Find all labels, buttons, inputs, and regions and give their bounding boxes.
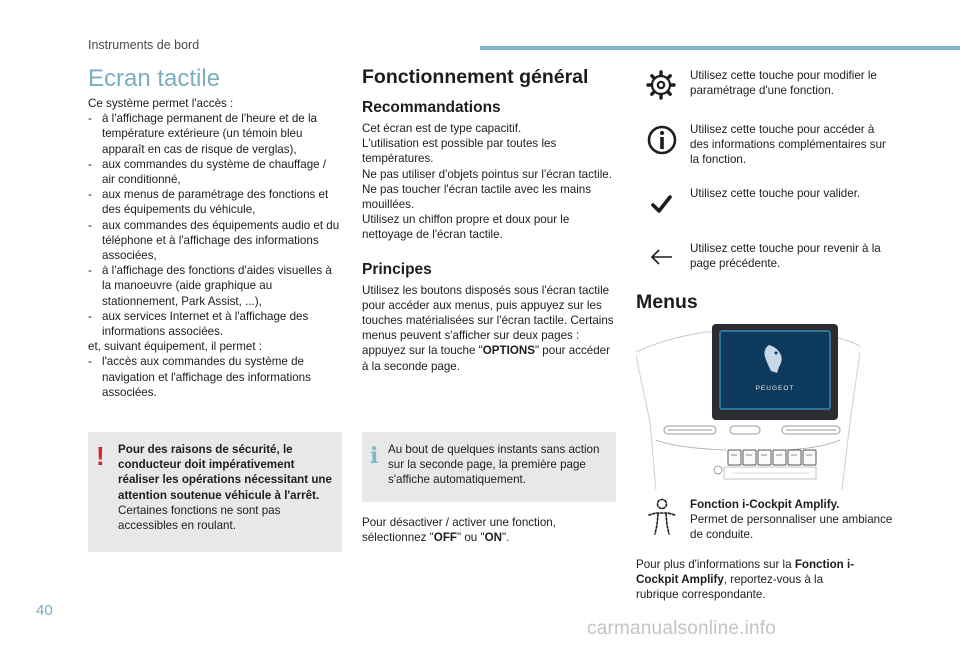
list-item: - aux services Internet et à l'affichage des informations associées. <box>88 309 342 339</box>
deactivate-text: Pour désactiver / activer une fonction, sélectionnez "OFF" ou "ON". <box>362 516 556 545</box>
check-icon <box>644 186 684 226</box>
warning-text <box>118 442 334 533</box>
header-bar <box>480 46 960 50</box>
list-item: - aux menus de paramétrage des fonctions et des équipements du véhicule, <box>88 187 342 217</box>
list-item: - aux commandes du système de chauffage / air conditionné, <box>88 157 342 187</box>
recommandations-text <box>362 121 618 243</box>
dashboard-illustration <box>636 322 860 490</box>
watermark: carmanualsonline.info <box>587 618 777 639</box>
optional-list <box>88 354 342 400</box>
warning-icon: ! <box>96 441 105 471</box>
outro-text: et, suivant équipement, il permet : <box>88 340 262 354</box>
page-number: 40 <box>36 602 53 619</box>
amplify-description <box>690 497 894 543</box>
column-ecran-tactile <box>88 62 342 400</box>
reco-line: L'utilisation est possible par toutes les températures. <box>362 137 557 166</box>
list-item: - à l'affichage permanent de l'heure et de la température extérieure (un témoin bleu apparaît en cas de risque de verglas), <box>88 111 342 157</box>
gear-description: Utilisez cette touche pour modifier le paramétrage d'une fonction. <box>690 69 877 98</box>
info-mark-icon: i <box>370 443 379 469</box>
gear-icon <box>644 68 684 108</box>
intro-text: Ce système permet l'accès : <box>88 97 234 110</box>
page-title: Ecran tactile <box>88 65 221 92</box>
info-description: Utilisez cette touche pour accéder à des informations complémentaires sur la fonction. <box>690 123 886 167</box>
info-text: Au bout de quelques instants sans action sur la seconde page, la première page s'affiche automatiquement. <box>388 443 600 487</box>
principes-text: Utilisez les boutons disposés sous l'écran tactile pour accéder aux menus, puis appuyez sur les touches matérialisées sur l'écran tactile. Certains menus peuvent s'afficher sur deux pages : appuyez sur la touche "OPTIONS" pour accéder à la seconde page. <box>362 283 614 373</box>
info-box <box>362 432 616 502</box>
person-icon <box>644 497 684 537</box>
amplify-bold: Fonction i-Cockpit Amplify. <box>690 498 840 511</box>
list-item: - l'accès aux commandes du système de navigation et l'affichage des informations associées. <box>88 354 342 400</box>
more-info-text: Pour plus d'informations sur la Fonction i-Cockpit Amplify, reportez-vous à la rubrique correspondante. <box>636 558 855 602</box>
access-list <box>88 111 342 339</box>
info-icon <box>644 122 684 162</box>
back-description: Utilisez cette touche pour revenir à la page précédente. <box>690 242 881 271</box>
section-heading: Fonctionnement général <box>362 66 589 88</box>
warning-bold-text: Pour des raisons de sécurité, le conducteur doit impérativement réaliser les opérations nécessitant une attention soutenue véhicule à l'arrêt. <box>118 443 332 502</box>
list-item: - à l'affichage des fonctions d'aides visuelles à la manoeuvre (aide graphique au stationnement, Park Assist, ...), <box>88 263 342 309</box>
reco-line: Cet écran est de type capacitif. <box>362 122 522 135</box>
column-fonctionnement <box>362 62 618 374</box>
reco-line: Ne pas toucher l'écran tactile avec les mains mouillées. <box>362 182 592 212</box>
amplify-text: Permet de personnaliser une ambiance de conduite. <box>690 513 893 542</box>
subheading-recommandations: Recommandations <box>362 99 501 116</box>
peugeot-brand-text: PEUGEOT <box>755 385 795 392</box>
subheading-principes: Principes <box>362 260 432 278</box>
list-item: - aux commandes des équipements audio et du téléphone et à l'affichage des informations associées, <box>88 218 342 264</box>
check-description: Utilisez cette touche pour valider. <box>690 187 861 200</box>
warning-normal-text: Certaines fonctions ne sont pas accessibles en roulant. <box>118 503 281 533</box>
section-header: Instruments de bord <box>88 38 200 52</box>
menus-heading: Menus <box>636 291 698 313</box>
back-arrow-icon <box>644 241 684 281</box>
reco-line: Ne pas utiliser d'objets pointus sur l'écran tactile. <box>362 167 612 181</box>
warning-box <box>88 432 342 552</box>
reco-line: Utilisez un chiffon propre et doux pour le nettoyage de l'écran tactile. <box>362 213 570 242</box>
